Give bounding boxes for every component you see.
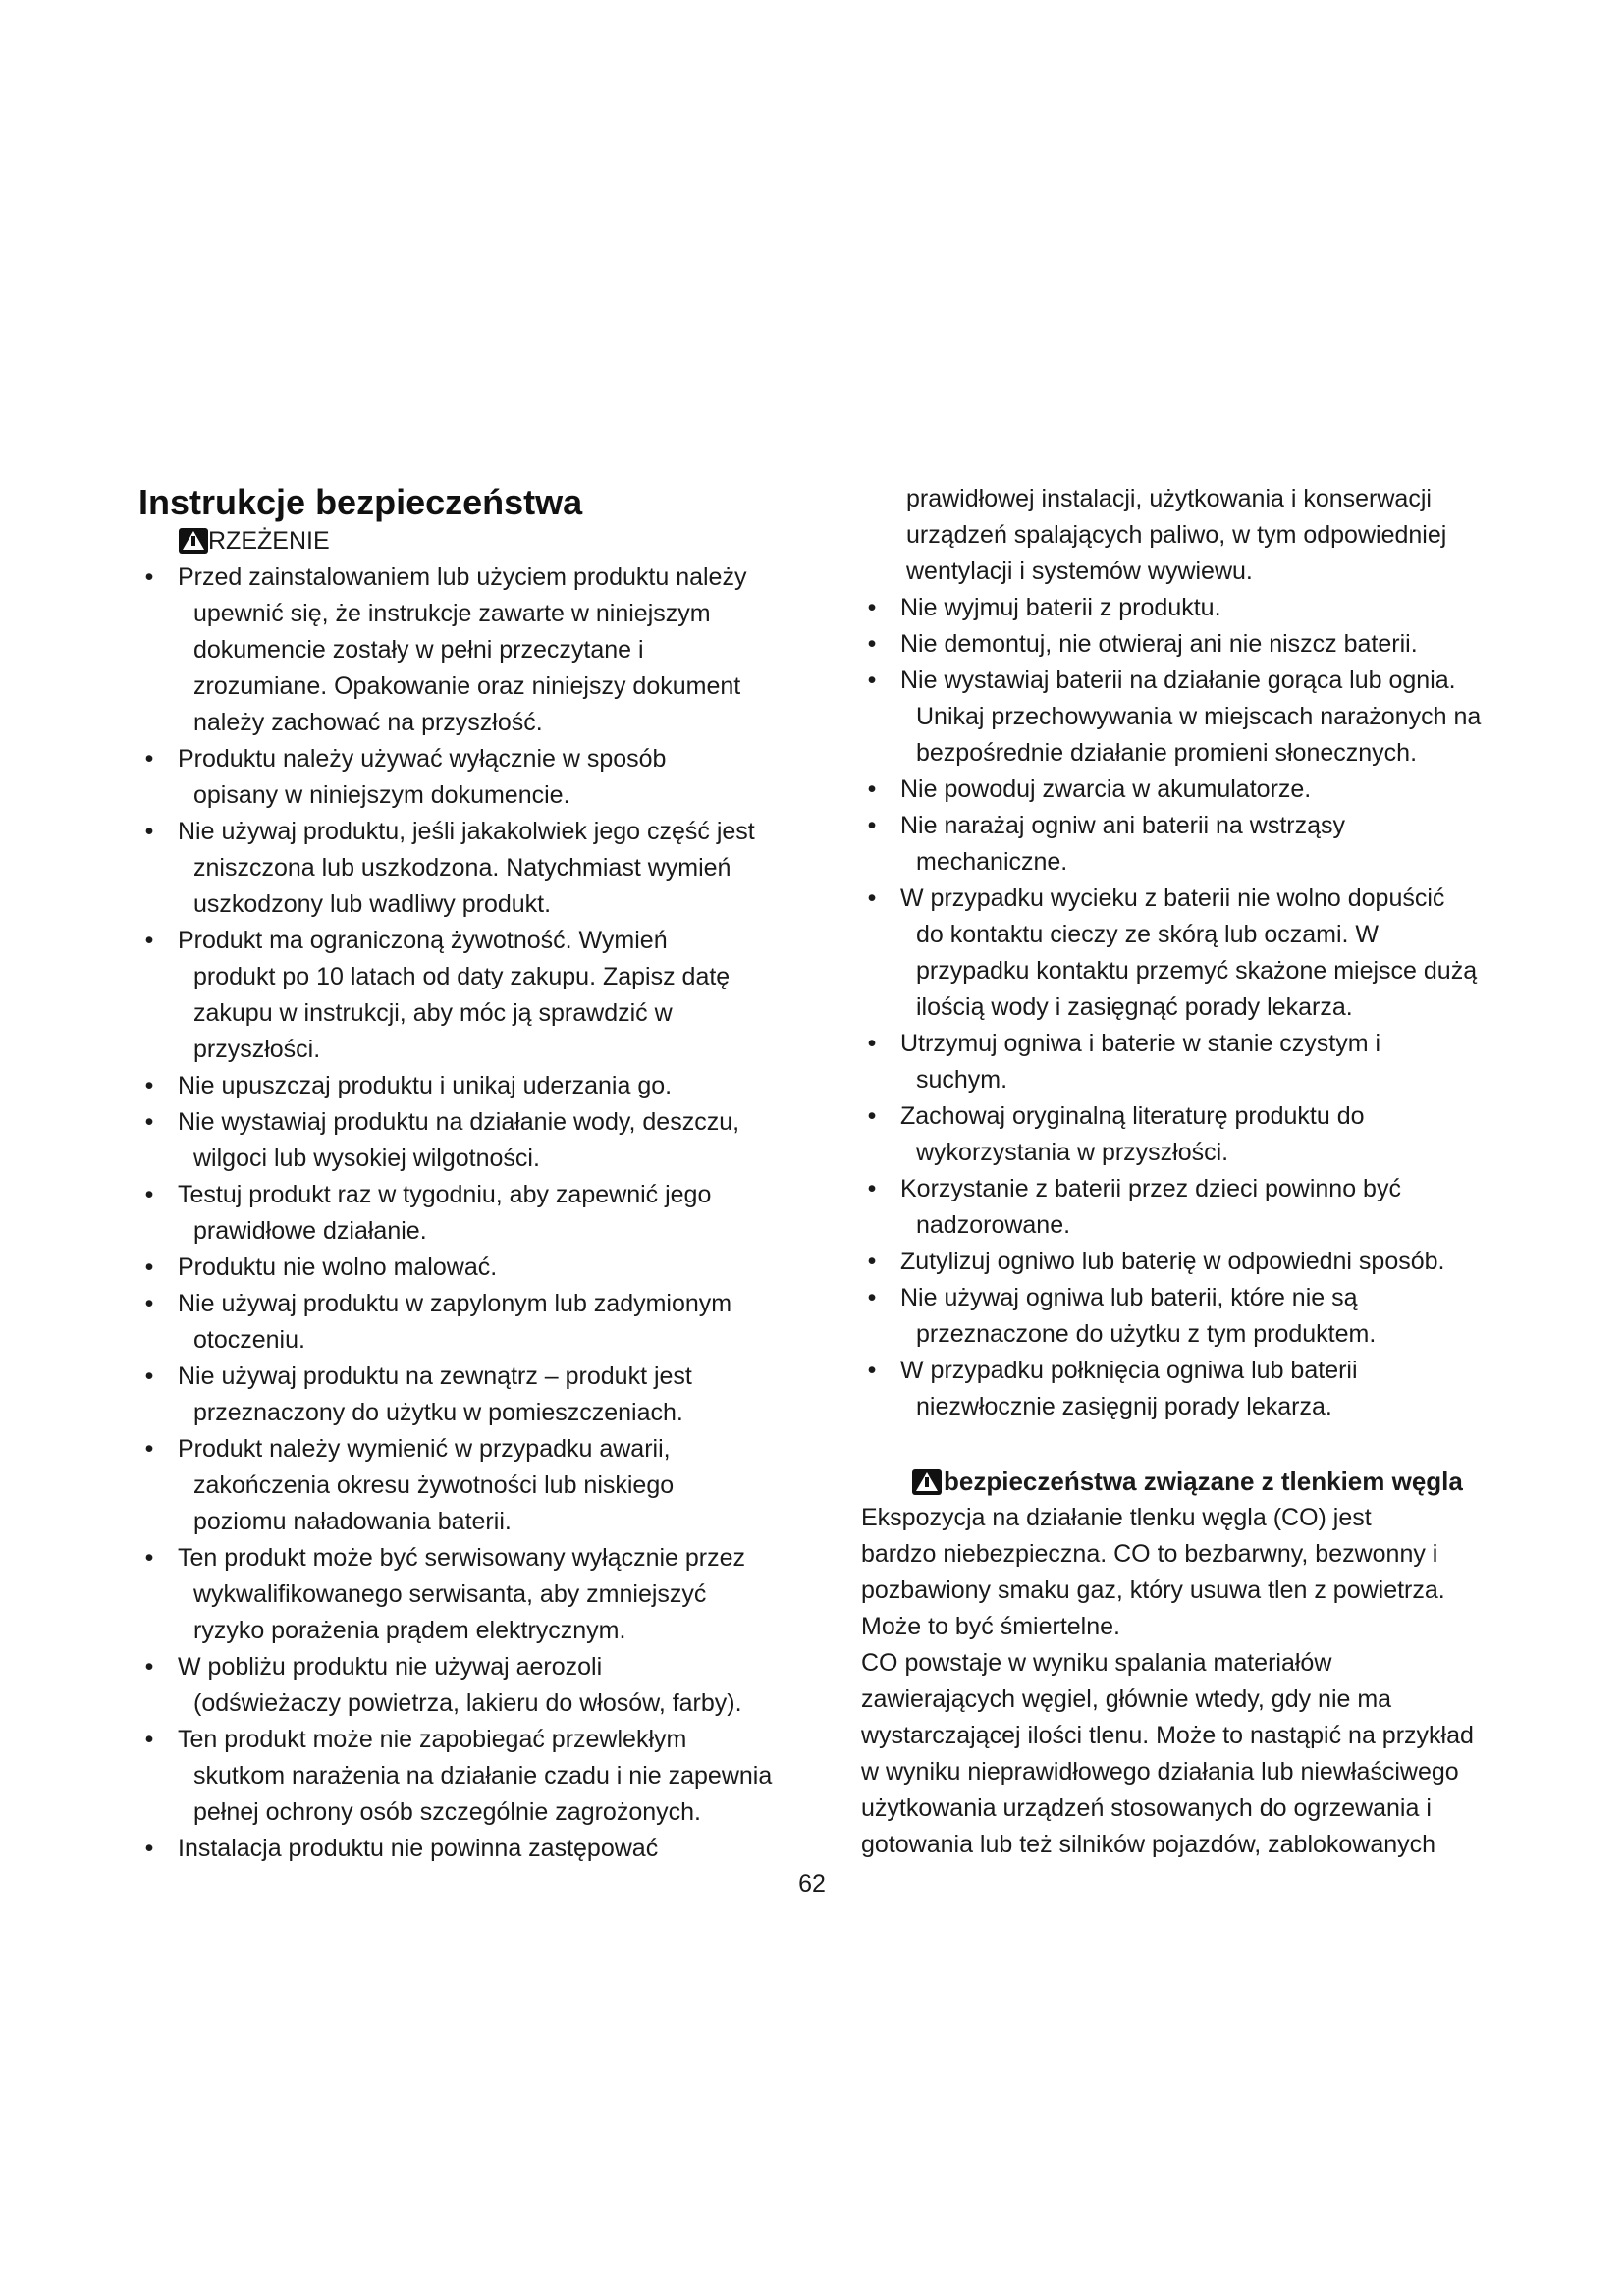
list-item-line: Instalacja produktu nie powinna zastępować <box>178 1835 659 1862</box>
list-item-line: Produktu należy używać wyłącznie w sposób <box>178 745 667 773</box>
list-item-line: wykwalifikowanego serwisanta, aby zmniejszyć <box>193 1580 707 1608</box>
paragraph-line: gotowania lub też silników pojazdów, zablokowanych <box>861 1831 1436 1858</box>
list-item-line: poziomu naładowania baterii. <box>193 1508 512 1535</box>
list-item <box>138 814 786 923</box>
list-item-line: zakończenia okresu żywotności lub niskiego <box>193 1471 675 1499</box>
right-safety-list <box>861 590 1509 1425</box>
list-item-line: przeznaczone do użytku z tym produktem. <box>916 1320 1377 1348</box>
list-item <box>138 1831 786 1867</box>
list-item-line: wilgoci lub wysokiej wilgotności. <box>193 1145 540 1172</box>
list-item <box>861 1244 1509 1280</box>
list-item-line: Testuj produkt raz w tygodniu, aby zapewnić jego <box>178 1181 712 1208</box>
list-item-line: skutkom narażenia na działanie czadu i nie zapewnia <box>193 1762 773 1789</box>
bullet-icon: • <box>867 1284 877 1311</box>
bullet-icon: • <box>867 884 877 912</box>
list-item <box>138 560 786 741</box>
list-item-line: Zutylizuj ogniwo lub baterię w odpowiedni sposób. <box>900 1248 1445 1275</box>
continued-line: urządzeń spalających paliwo, w tym odpowiedniej <box>906 521 1447 549</box>
list-item-line: dokumencie zostały w pełni przeczytane i <box>193 636 644 664</box>
list-item-line: zniszczona lub uszkodzona. Natychmiast wymień <box>193 854 731 881</box>
bullet-icon: • <box>144 1653 154 1681</box>
bullet-icon: • <box>144 927 154 954</box>
list-item-line: Nie upuszczaj produktu i unikaj uderzania go. <box>178 1072 673 1099</box>
paragraph-line: w wyniku nieprawidłowego działania lub niewłaściwego <box>861 1758 1459 1786</box>
list-item-line: Ten produkt może nie zapobiegać przewlekłym <box>178 1726 687 1753</box>
bullet-icon: • <box>144 1726 154 1753</box>
list-item <box>861 808 1509 881</box>
list-item <box>138 1540 786 1649</box>
list-item-line: Nie używaj ogniwa lub baterii, które nie są <box>900 1284 1358 1311</box>
list-item-line: zakupu w instrukcji, aby móc ją sprawdzić w <box>193 999 673 1027</box>
paragraph-line: Może to być śmiertelne. <box>861 1613 1120 1640</box>
page-number: 62 <box>798 1870 826 1897</box>
bullet-icon: • <box>144 1362 154 1390</box>
warning-heading <box>179 524 786 558</box>
list-item-line: ilością wody i zasięgnąć porady lekarza. <box>916 993 1353 1021</box>
co-paragraph <box>861 1500 1509 1863</box>
page-title: Instrukcje bezpieczeństwa <box>138 482 583 522</box>
left-column <box>138 481 786 1867</box>
bullet-icon: • <box>144 1181 154 1208</box>
bullet-icon: • <box>867 1175 877 1202</box>
list-item-line: suchym. <box>916 1066 1008 1094</box>
list-item-line: Nie narażaj ogniw ani baterii na wstrząsy <box>900 812 1345 839</box>
list-item-line: W pobliżu produktu nie używaj aerozoli <box>178 1653 603 1681</box>
paragraph-line: wystarczającej ilości tlenu. Może to nastąpić na przykład <box>861 1722 1474 1749</box>
list-item-line: wykorzystania w przyszłości. <box>916 1139 1229 1166</box>
bullet-icon: • <box>867 1248 877 1275</box>
list-item-line: Nie wystawiaj produktu na działanie wody, deszczu, <box>178 1108 740 1136</box>
list-item-line: produkt po 10 latach od daty zakupu. Zapisz datę <box>193 963 731 990</box>
list-item-line: Zachowaj oryginalną literaturę produktu do <box>900 1102 1365 1130</box>
paragraph-line: CO powstaje w wyniku spalania materiałów <box>861 1649 1332 1677</box>
list-item-line: Produkt ma ograniczoną żywotność. Wymień <box>178 927 668 954</box>
bullet-icon: • <box>867 775 877 803</box>
list-item <box>138 1431 786 1540</box>
list-item <box>138 1286 786 1359</box>
paragraph-line: zawierających węgiel, głównie wtedy, gdy nie ma <box>861 1685 1392 1713</box>
list-item <box>861 626 1509 663</box>
list-item-line: Produktu nie wolno malować. <box>178 1254 498 1281</box>
bullet-icon: • <box>144 1254 154 1281</box>
bullet-icon: • <box>144 1108 154 1136</box>
list-item-line: bezpośrednie działanie promieni słonecznych. <box>916 739 1418 767</box>
bullet-icon: • <box>867 1030 877 1057</box>
list-item <box>138 1177 786 1250</box>
list-item <box>861 590 1509 626</box>
list-item-line: Nie używaj produktu na zewnątrz – produkt jest <box>178 1362 692 1390</box>
list-item <box>861 772 1509 808</box>
list-item-line: należy zachować na przyszłość. <box>193 709 543 736</box>
bullet-icon: • <box>144 745 154 773</box>
bullet-icon: • <box>144 1544 154 1572</box>
continued-text <box>861 481 1509 590</box>
bullet-icon: • <box>144 563 154 591</box>
bullet-icon: • <box>144 818 154 845</box>
list-item-line: otoczeniu. <box>193 1326 305 1354</box>
bullet-icon: • <box>867 1102 877 1130</box>
list-item-line: Korzystanie z baterii przez dzieci powinno być <box>900 1175 1401 1202</box>
co-section-title: bezpieczeństwa związane z tlenkiem węgla <box>944 1467 1463 1496</box>
paragraph-line: bardzo niebezpieczna. CO to bezbarwny, bezwonny i <box>861 1540 1438 1568</box>
list-item-line: Nie wyjmuj baterii z produktu. <box>900 594 1221 621</box>
list-item-line: nadzorowane. <box>916 1211 1071 1239</box>
bullet-icon: • <box>144 1072 154 1099</box>
list-item-line: niezwłocznie zasięgnij porady lekarza. <box>916 1393 1332 1420</box>
list-item <box>861 1353 1509 1425</box>
list-item <box>138 1068 786 1104</box>
list-item <box>138 1722 786 1831</box>
list-item <box>861 663 1509 772</box>
list-item-line: Przed zainstalowaniem lub użyciem produktu należy <box>178 563 747 591</box>
list-item <box>138 1104 786 1177</box>
list-item-line: W przypadku połknięcia ogniwa lub baterii <box>900 1357 1358 1384</box>
list-item <box>138 741 786 814</box>
list-item-line: mechaniczne. <box>916 848 1068 876</box>
list-item-line: do kontaktu cieczy ze skórą lub oczami. W <box>916 921 1380 948</box>
list-item-line: opisany w niniejszym dokumencie. <box>193 781 570 809</box>
list-item <box>138 1649 786 1722</box>
bullet-icon: • <box>867 594 877 621</box>
list-item-line: Nie demontuj, nie otwieraj ani nie niszcz baterii. <box>900 630 1418 658</box>
list-item-line: W przypadku wycieku z baterii nie wolno dopuścić <box>900 884 1445 912</box>
bullet-icon: • <box>144 1290 154 1317</box>
list-item <box>861 1098 1509 1171</box>
list-item <box>138 1250 786 1286</box>
list-item-line: Nie wystawiaj baterii na działanie gorąca lub ognia. <box>900 667 1456 694</box>
list-item-line: przeznaczony do użytku w pomieszczeniach. <box>193 1399 683 1426</box>
list-item <box>138 923 786 1068</box>
list-item <box>861 881 1509 1026</box>
list-item-line: przypadku kontaktu przemyć skażone miejsce dużą <box>916 957 1478 985</box>
bullet-icon: • <box>144 1435 154 1463</box>
list-item <box>861 1171 1509 1244</box>
left-safety-list <box>138 560 786 1867</box>
right-column <box>861 481 1509 1863</box>
list-item-line: (odświeżaczy powietrza, lakieru do włosów, farby). <box>193 1689 742 1717</box>
list-item <box>861 1026 1509 1098</box>
list-item <box>138 1359 786 1431</box>
list-item-line: Unikaj przechowywania w miejscach narażonych na <box>916 703 1482 730</box>
list-item-line: Produkt należy wymienić w przypadku awarii, <box>178 1435 671 1463</box>
bullet-icon: • <box>867 630 877 658</box>
warning-label: RZEŻENIE <box>208 527 330 555</box>
list-item-line: prawidłowe działanie. <box>193 1217 427 1245</box>
list-item-line: przyszłości. <box>193 1036 321 1063</box>
paragraph-line: pozbawiony smaku gaz, który usuwa tlen z powietrza. <box>861 1576 1445 1604</box>
paragraph-line: użytkowania urządzeń stosowanych do ogrzewania i <box>861 1794 1432 1822</box>
list-item-line: Nie powoduj zwarcia w akumulatorze. <box>900 775 1312 803</box>
list-item-line: Utrzymuj ogniwa i baterie w stanie czystym i <box>900 1030 1381 1057</box>
list-item-line: Nie używaj produktu w zapylonym lub zadymionym <box>178 1290 732 1317</box>
list-item-line: zrozumiane. Opakowanie oraz niniejszy dokument <box>193 672 741 700</box>
co-section-heading <box>861 1464 1509 1500</box>
list-item-line: upewnić się, że instrukcje zawarte w niniejszym <box>193 600 711 627</box>
list-item-line: ryzyko porażenia prądem elektrycznym. <box>193 1617 626 1644</box>
list-item <box>861 1280 1509 1353</box>
continued-line: wentylacji i systemów wywiewu. <box>906 558 1253 585</box>
warning-triangle-icon <box>179 528 208 554</box>
list-item-line: Ten produkt może być serwisowany wyłącznie przez <box>178 1544 746 1572</box>
list-item-line: pełnej ochrony osób szczególnie zagrożonych. <box>193 1798 701 1826</box>
bullet-icon: • <box>867 812 877 839</box>
bullet-icon: • <box>867 1357 877 1384</box>
continued-line: prawidłowej instalacji, użytkowania i konserwacji <box>906 485 1432 512</box>
list-item-line: Nie używaj produktu, jeśli jakakolwiek jego część jest <box>178 818 755 845</box>
list-item-line: uszkodzony lub wadliwy produkt. <box>193 890 552 918</box>
warning-triangle-icon <box>912 1469 942 1495</box>
paragraph-line: Ekspozycja na działanie tlenku węgla (CO) jest <box>861 1504 1372 1531</box>
bullet-icon: • <box>867 667 877 694</box>
bullet-icon: • <box>144 1835 154 1862</box>
